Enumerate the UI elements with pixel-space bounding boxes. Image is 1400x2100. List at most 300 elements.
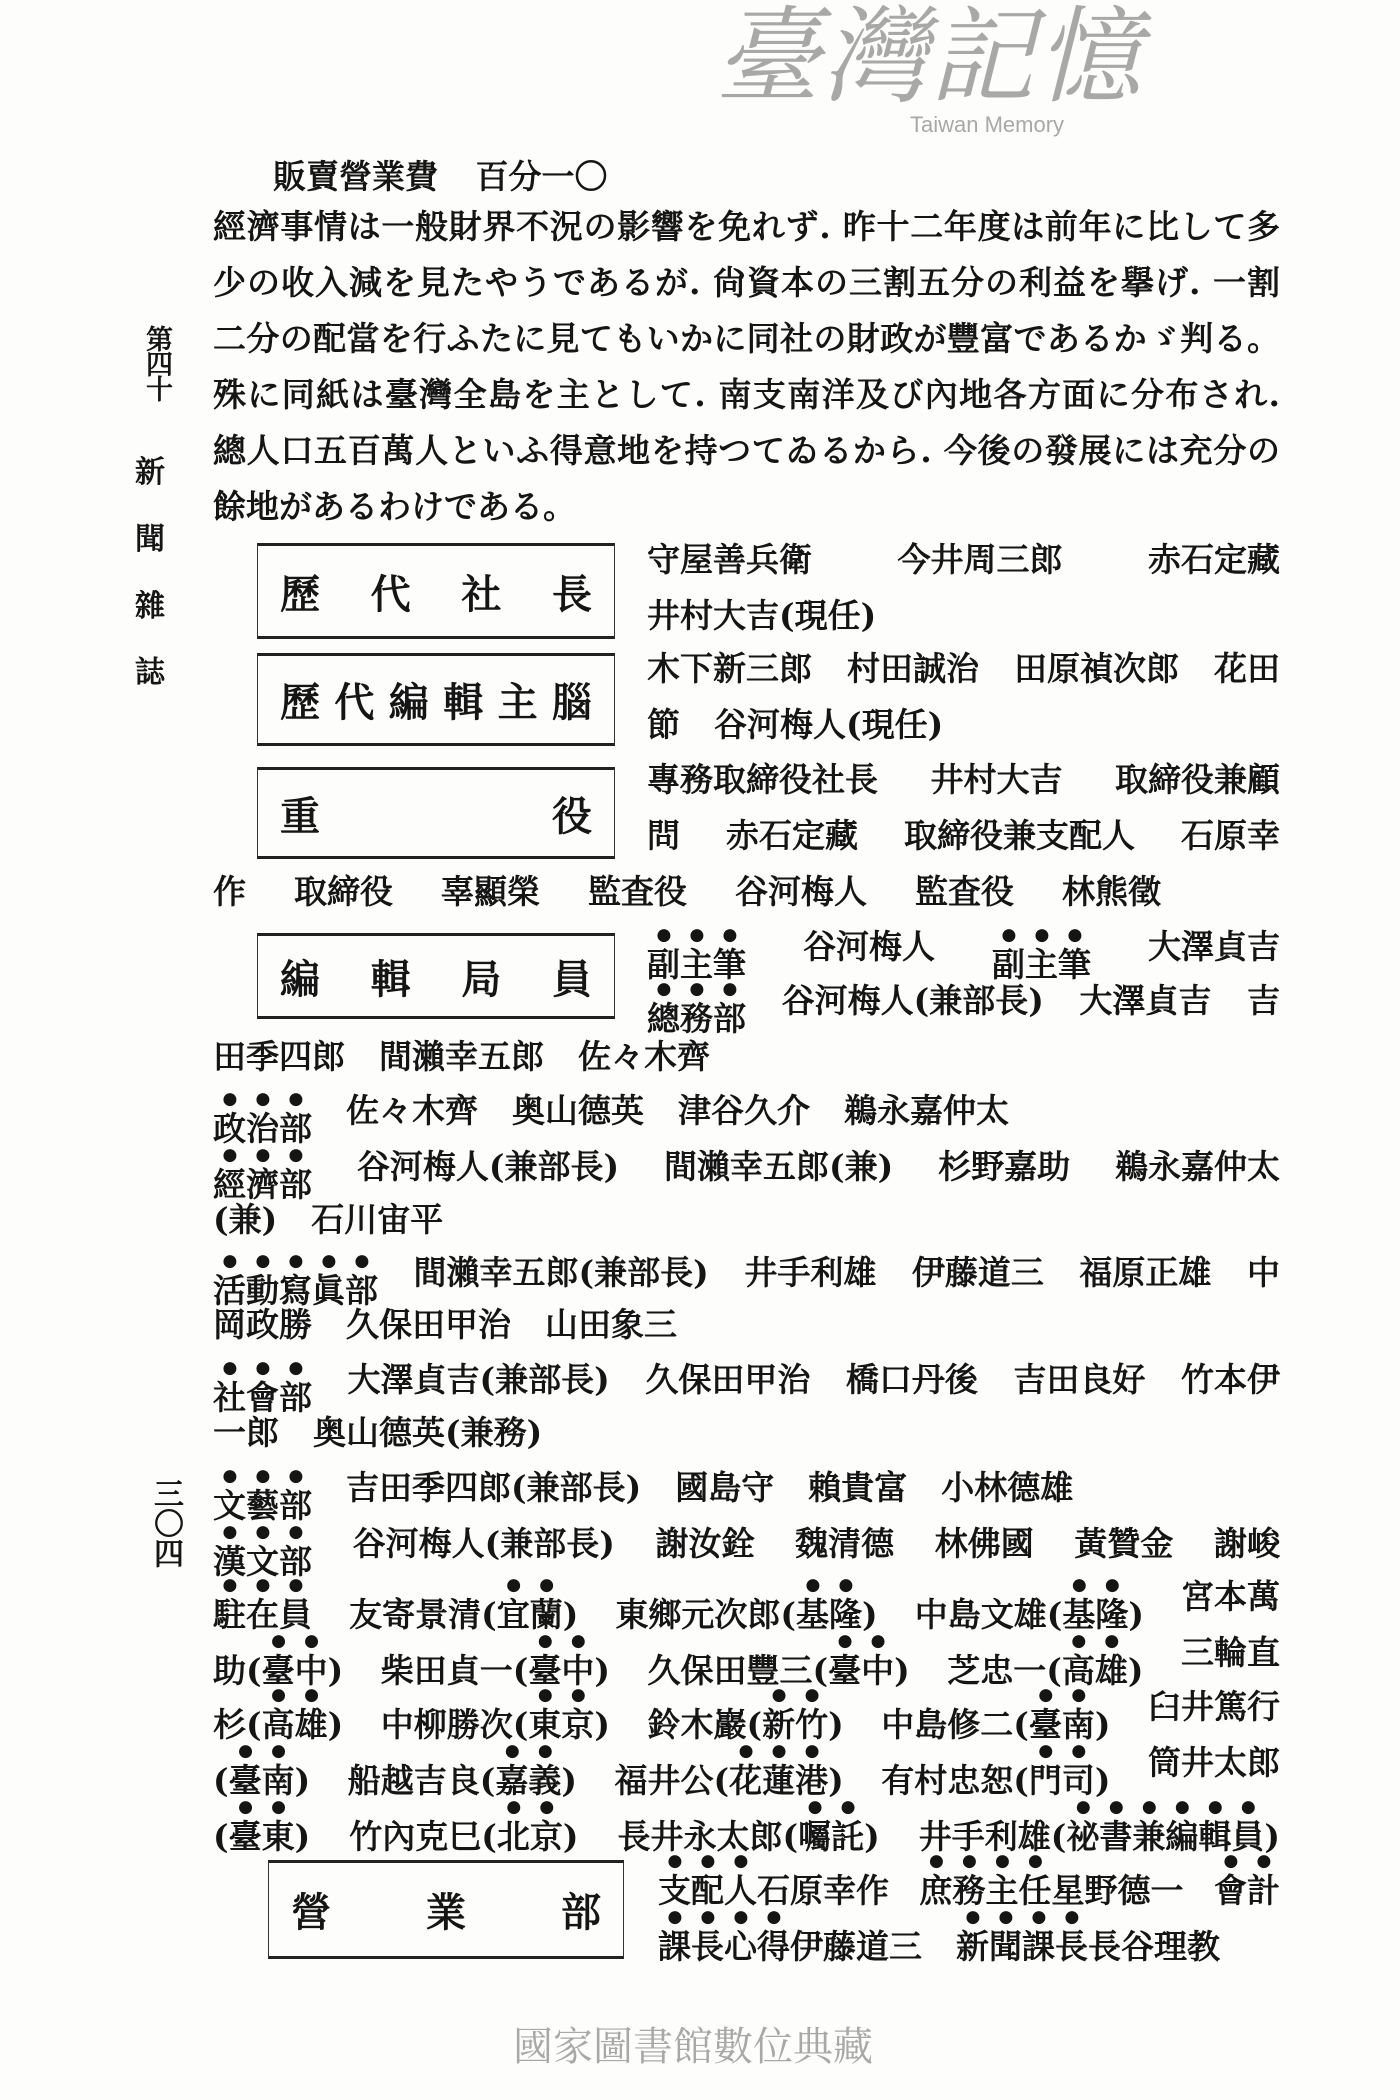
- name-entry: [735, 870, 867, 914]
- emphasized-text: 臺東: [228, 1817, 295, 1856]
- name-entry: [353, 1522, 615, 1566]
- emphasized-text: 經濟部: [213, 1165, 312, 1204]
- text-line: [213, 1145, 1280, 1204]
- emphasized-text: 臺中: [261, 1651, 328, 1690]
- emphasized-text: 高雄: [1061, 1651, 1128, 1690]
- name-entry: [380, 1685, 610, 1744]
- heading-value: 百分一〇: [475, 157, 608, 196]
- entry-text: ): [864, 1817, 880, 1856]
- emphasized-text: 駐在員: [213, 1595, 312, 1634]
- name-entry: [512, 1089, 644, 1133]
- entry-text: 船越吉良(: [347, 1761, 496, 1800]
- entry-text: 黃贊金: [1074, 1524, 1174, 1563]
- entry-text: 芝忠一(: [947, 1651, 1062, 1690]
- name-entry: [1148, 1741, 1280, 1785]
- text-line: [213, 1411, 542, 1455]
- name-entry: [213, 1089, 312, 1148]
- emphasized-text: 文藝部: [213, 1486, 312, 1525]
- entry-text: (: [213, 1817, 229, 1856]
- entry-text: (兼): [213, 1200, 278, 1239]
- entry-text: 大澤貞吉: [1079, 981, 1212, 1020]
- entry-text: 宮本萬: [1181, 1577, 1280, 1616]
- entry-text: 辜顯榮: [441, 872, 540, 911]
- emphasized-text: 漢文部: [213, 1542, 312, 1581]
- entry-text: (: [213, 1761, 229, 1800]
- name-entry: [846, 1358, 978, 1402]
- entry-text: 助(: [213, 1651, 262, 1690]
- entry-text: ): [562, 1595, 579, 1634]
- name-entry: [414, 1251, 709, 1295]
- entry-text: 伊藤道三: [790, 1927, 922, 1966]
- name-entry: [617, 1797, 880, 1856]
- issue-number: 第四十: [141, 325, 172, 400]
- entry-text: ): [828, 1705, 844, 1744]
- name-entry: [213, 1741, 311, 1800]
- entry-text: 謝汝銓: [655, 1524, 755, 1563]
- entry-text: 奥山德英: [512, 1091, 644, 1130]
- name-entry: [915, 870, 1014, 914]
- entry-text: ): [561, 1761, 577, 1800]
- text-line: [647, 703, 943, 747]
- name-entry: [956, 1907, 1220, 1966]
- heading-title: 販賣營業費: [273, 157, 438, 196]
- entry-text: ): [862, 1595, 878, 1634]
- entry-text: 長谷理教: [1088, 1927, 1220, 1966]
- text-line: [658, 1851, 1280, 1910]
- entry-text: 取締役: [294, 872, 393, 911]
- name-entry: [1181, 1358, 1280, 1402]
- name-entry: [1214, 647, 1280, 691]
- entry-text: ): [1127, 1651, 1144, 1690]
- emphasized-text: 嘉義: [495, 1761, 562, 1800]
- entry-text: 取締役兼顧: [1115, 760, 1280, 799]
- name-entry: [545, 1303, 677, 1347]
- text-line: [213, 1466, 1074, 1525]
- name-entry: [992, 925, 1091, 984]
- text-line: [647, 925, 1280, 984]
- entry-text: 福井公(: [614, 1761, 730, 1800]
- entry-text: 佐々木齊: [578, 1037, 710, 1076]
- name-entry: [675, 1466, 774, 1510]
- entry-text: 小林德雄: [941, 1468, 1074, 1507]
- entry-text: 問: [647, 816, 680, 855]
- entry-text: 谷河梅人(兼部長): [781, 981, 1044, 1020]
- name-entry: [647, 1631, 910, 1690]
- entry-text: 星野德一: [1051, 1871, 1184, 1910]
- entry-text: 山田象三: [545, 1305, 677, 1344]
- entry-text: 井村大吉(現任): [647, 596, 877, 635]
- name-entry: [647, 758, 878, 802]
- name-entry: [346, 1466, 641, 1510]
- entry-text: 井手利雄(: [918, 1817, 1067, 1856]
- entry-text: 田季四郎: [213, 1037, 345, 1076]
- name-entry: [782, 979, 1044, 1023]
- name-entry: [808, 1466, 907, 1510]
- paragraph-line: 經濟事情は一般財界不況の影響を免れず. 昨十二年度は前年に比して多: [213, 207, 1280, 246]
- entry-text: 橋口丹後: [845, 1360, 978, 1399]
- entry-text: 今井周三郎: [897, 540, 1063, 579]
- text-line: [213, 1797, 1280, 1856]
- name-entry: [1115, 1145, 1280, 1189]
- entry-text: 中: [1246, 1253, 1280, 1292]
- emphasized-text: 東京: [528, 1705, 595, 1744]
- entry-text: 竹內克巳(: [349, 1817, 497, 1856]
- section-label: 編輯局員: [280, 955, 592, 1003]
- emphasized-text: 宜蘭: [496, 1595, 563, 1634]
- name-entry: [213, 1575, 312, 1634]
- name-entry: [844, 1089, 1009, 1133]
- entry-text: 守屋善兵衛: [647, 540, 812, 579]
- emphasized-text: 政治部: [213, 1109, 312, 1148]
- emphasized-text: 臺中: [528, 1651, 595, 1690]
- entry-text: 谷河梅人: [803, 927, 935, 966]
- entry-text: 久保田豐三(: [647, 1651, 829, 1690]
- name-entry: [1148, 538, 1280, 582]
- name-entry: [647, 538, 812, 582]
- name-entry: [935, 1522, 1034, 1566]
- entry-text: 奥山德英(兼務): [313, 1413, 543, 1452]
- name-entry: [348, 1358, 610, 1402]
- entry-text: 村田誠治: [847, 649, 979, 688]
- name-entry: [726, 814, 858, 858]
- entry-text: 赤石定藏: [726, 816, 858, 855]
- name-entry: [213, 1303, 312, 1347]
- text-line: [647, 979, 1280, 1038]
- name-entry: [1062, 870, 1161, 914]
- name-entry: [1247, 1251, 1280, 1295]
- emphasized-text: 北京: [496, 1817, 563, 1856]
- entry-text: 石原幸: [1181, 816, 1280, 855]
- name-entry: [655, 1522, 754, 1566]
- entry-text: 花田: [1214, 649, 1280, 688]
- text-line: [213, 1631, 1280, 1690]
- name-entry: [213, 870, 246, 914]
- entry-text: 中柳勝次(: [380, 1705, 529, 1744]
- entry-text: 大澤貞吉: [1148, 927, 1280, 966]
- emphasized-text: 基隆: [1062, 1595, 1129, 1634]
- entry-text: 林熊徵: [1062, 872, 1161, 911]
- name-entry: [1214, 1851, 1280, 1910]
- text-line: [213, 1303, 677, 1347]
- text-line: [213, 1685, 1280, 1744]
- section-heading: [273, 151, 608, 198]
- entry-text: ): [294, 1817, 311, 1856]
- name-entry: [578, 1035, 710, 1079]
- name-entry: [1181, 1631, 1280, 1675]
- text-line: [213, 1035, 710, 1079]
- magazine-title-char: 聞: [135, 522, 165, 557]
- entry-text: 吉: [1246, 981, 1280, 1020]
- entry-text: 福原正雄: [1079, 1253, 1212, 1292]
- name-entry: [379, 1035, 544, 1079]
- emphasized-text: 高雄: [261, 1705, 328, 1744]
- entry-text: 臼井篤行: [1148, 1687, 1280, 1726]
- emphasized-text: 活動寫眞部: [213, 1271, 378, 1310]
- name-entry: [678, 1089, 810, 1133]
- emphasized-text: 副主筆: [992, 945, 1091, 984]
- name-entry: [744, 1251, 876, 1295]
- entry-text: 木下新三郎: [647, 649, 812, 688]
- name-entry: [380, 1631, 610, 1690]
- name-entry: [1079, 1251, 1211, 1295]
- entry-text: 長井永太郎(: [617, 1817, 799, 1856]
- watermark-logo: [715, 0, 1144, 137]
- name-entry: [1014, 647, 1179, 691]
- entry-text: 間瀨幸五郎(兼): [663, 1147, 894, 1186]
- name-entry: [904, 814, 1135, 858]
- name-entry: [346, 1089, 478, 1133]
- emphasized-text: 囑託: [798, 1817, 865, 1856]
- name-entry: [615, 1575, 878, 1634]
- paragraph-line: 殊に同紙は臺灣全島を主として. 南支南洋及び內地各方面に分布され.: [213, 375, 1280, 414]
- name-entry: [1148, 1685, 1280, 1729]
- entry-text: 東鄉元次郎(: [615, 1595, 796, 1634]
- entry-text: 鵜永嘉仲太: [844, 1091, 1009, 1130]
- emphasized-text: 社會部: [213, 1378, 312, 1417]
- section-label-box: [257, 933, 615, 1019]
- entry-text: ): [294, 1761, 311, 1800]
- paragraph-line: 少の收入減を見たやうであるが. 尙資本の三割五分の利益を擧げ. 一割: [213, 263, 1280, 302]
- emphasized-text: 副主筆: [647, 945, 746, 984]
- text-line: [213, 1522, 1280, 1581]
- entry-text: ): [327, 1705, 344, 1744]
- name-entry: [918, 1797, 1280, 1856]
- entry-text: 石原幸作: [757, 1871, 889, 1910]
- entry-text: ): [828, 1761, 844, 1800]
- page-number: 三〇四: [148, 1478, 183, 1568]
- entry-text: ): [1264, 1817, 1280, 1856]
- name-entry: [346, 1303, 511, 1347]
- text-line: [647, 538, 1280, 582]
- paragraph-line: 總人口五百萬人といふ得意地を持つてゐるから. 今後の發展には充分の: [213, 431, 1280, 470]
- name-entry: [1181, 1575, 1280, 1619]
- text-line: [647, 647, 1280, 691]
- magazine-title-char: 雜: [135, 589, 165, 624]
- name-entry: [213, 1035, 345, 1079]
- name-entry: [658, 1851, 889, 1910]
- entry-text: 伊藤道三: [911, 1253, 1044, 1292]
- name-entry: [664, 1145, 893, 1189]
- emphasized-text: 花蓮港: [729, 1761, 829, 1800]
- name-entry: [1115, 758, 1280, 802]
- entry-text: 谷河梅人(現任): [714, 705, 944, 744]
- name-entry: [213, 1198, 277, 1242]
- name-entry: [213, 1411, 279, 1455]
- entry-text: 國島守: [675, 1468, 775, 1507]
- entry-text: 筒井太郎: [1148, 1743, 1280, 1782]
- entry-text: 井村大吉: [930, 760, 1063, 799]
- entry-text: 作: [213, 872, 246, 911]
- section-label-box: [257, 767, 615, 859]
- entry-text: 友寄景清(: [349, 1595, 497, 1634]
- entry-text: 津谷久介: [678, 1091, 810, 1130]
- entry-text: 竹本伊: [1180, 1360, 1280, 1399]
- emphasized-text: 祕書兼編輯員: [1066, 1817, 1265, 1856]
- entry-text: 谷河梅人(兼部長): [356, 1147, 620, 1186]
- entry-text: 久保田甲治: [645, 1360, 811, 1399]
- entry-text: 岡政勝: [213, 1305, 312, 1344]
- entry-text: 三輪直: [1181, 1633, 1280, 1672]
- name-entry: [941, 1466, 1073, 1510]
- name-entry: [803, 925, 935, 969]
- name-entry: [213, 1631, 344, 1690]
- name-entry: [311, 1198, 443, 1242]
- entry-text: ): [1094, 1705, 1111, 1744]
- entry-text: 大澤貞吉(兼部長): [347, 1360, 610, 1399]
- name-entry: [795, 1522, 894, 1566]
- entry-text: ): [327, 1651, 344, 1690]
- name-entry: [647, 703, 680, 747]
- entry-text: 監査役: [588, 872, 687, 911]
- name-entry: [588, 870, 687, 914]
- text-line: [647, 814, 1280, 858]
- text-line: [213, 870, 1161, 914]
- section-label: 營業部: [291, 1889, 601, 1936]
- entry-text: 謝峻: [1213, 1524, 1280, 1563]
- entry-text: 谷河梅人: [735, 872, 867, 911]
- entry-text: ): [562, 1817, 579, 1856]
- name-entry: [349, 1575, 579, 1634]
- entry-text: 久保田甲治: [346, 1305, 511, 1344]
- name-entry: [1247, 979, 1280, 1023]
- emphasized-text: 會計: [1214, 1871, 1280, 1910]
- name-entry: [647, 647, 812, 691]
- name-entry: [898, 538, 1063, 582]
- entry-text: ): [1128, 1595, 1144, 1634]
- emphasized-text: 臺中: [828, 1651, 895, 1690]
- name-entry: [931, 758, 1063, 802]
- name-entry: [213, 1145, 312, 1204]
- entry-text: 吉田良好: [1013, 1360, 1146, 1399]
- emphasized-text: 臺南: [1028, 1705, 1095, 1744]
- name-entry: [1214, 1522, 1280, 1566]
- name-entry: [647, 979, 746, 1038]
- watermark-title: 臺灣記憶: [715, 0, 1144, 118]
- entry-text: 監査役: [915, 872, 1014, 911]
- entry-text: 賴貴富: [808, 1468, 908, 1507]
- entry-text: 鈴木巖(: [647, 1705, 763, 1744]
- name-entry: [614, 1741, 844, 1800]
- text-line: [213, 1358, 1280, 1417]
- text-line: [658, 1907, 1220, 1966]
- text-line: [213, 1251, 1280, 1310]
- entry-text: 間瀨幸五郎(兼部長): [413, 1253, 709, 1292]
- emphasized-text: 新竹: [762, 1705, 829, 1744]
- section-label-box: [257, 543, 615, 639]
- name-entry: [357, 1145, 619, 1189]
- text-line: [213, 1198, 443, 1242]
- name-entry: [294, 870, 393, 914]
- entry-text: 佐々木齊: [346, 1091, 478, 1130]
- watermark-subtitle: Taiwan Memory: [910, 112, 1065, 137]
- entry-text: 吉田季四郎(兼部長): [346, 1468, 642, 1507]
- entry-text: ): [1094, 1761, 1111, 1800]
- section-label: 歷代社長: [280, 570, 592, 618]
- entry-text: 杉野嘉助: [938, 1147, 1071, 1186]
- entry-text: 鵜永嘉仲太: [1114, 1147, 1280, 1186]
- entry-text: 石川宙平: [311, 1200, 444, 1239]
- emphasized-text: 基隆: [796, 1595, 862, 1634]
- entry-text: 有村忠恕(: [881, 1761, 1029, 1800]
- entry-text: 專務取締役社長: [647, 760, 878, 799]
- name-entry: [847, 647, 979, 691]
- section-label: 重役: [280, 792, 592, 840]
- section-label: 歷代編輯主腦: [280, 679, 592, 726]
- name-entry: [647, 814, 680, 858]
- entry-text: 杉(: [213, 1705, 262, 1744]
- name-entry: [313, 1411, 542, 1455]
- magazine-title-char: 誌: [135, 655, 165, 690]
- name-entry: [1074, 1522, 1173, 1566]
- footer-watermark: 國家圖書館數位典藏: [513, 2024, 873, 2070]
- entry-text: 赤石定藏: [1148, 540, 1280, 579]
- name-entry: [647, 1685, 844, 1744]
- name-entry: [213, 1797, 311, 1856]
- name-entry: [914, 1575, 1144, 1634]
- magazine-title-char: 新: [135, 455, 165, 490]
- emphasized-text: 總務部: [647, 999, 746, 1038]
- emphasized-text: 臺南: [228, 1761, 295, 1800]
- name-entry: [213, 1466, 312, 1525]
- name-entry: [912, 1251, 1044, 1295]
- text-line: [647, 594, 876, 638]
- name-entry: [1181, 814, 1280, 858]
- name-entry: [714, 703, 943, 747]
- text-line: [213, 1575, 1280, 1634]
- name-entry: [1013, 1358, 1145, 1402]
- entry-text: 柴田貞一(: [380, 1651, 529, 1690]
- name-entry: [658, 1907, 922, 1966]
- text-line: [647, 758, 1280, 802]
- entry-text: 魏清德: [795, 1524, 895, 1563]
- name-entry: [947, 1631, 1144, 1690]
- section-label-box: [257, 653, 615, 746]
- entry-text: ): [894, 1651, 910, 1690]
- name-entry: [349, 1797, 579, 1856]
- entry-text: ): [594, 1705, 610, 1744]
- entry-text: 節: [647, 705, 680, 744]
- emphasized-text: 門司: [1028, 1761, 1095, 1800]
- name-entry: [645, 1358, 810, 1402]
- name-entry: [881, 1741, 1111, 1800]
- entry-text: 取締役兼支配人: [904, 816, 1135, 855]
- entry-text: 田原禎次郎: [1014, 649, 1179, 688]
- paragraph-line: 餘地があるわけである。: [213, 487, 576, 526]
- text-line: [213, 1741, 1280, 1800]
- entry-text: 中島修二(: [881, 1705, 1029, 1744]
- name-entry: [213, 1522, 312, 1581]
- name-entry: [1079, 979, 1211, 1023]
- entry-text: 井手利雄: [744, 1253, 877, 1292]
- name-entry: [647, 594, 876, 638]
- emphasized-text: 新聞課長: [956, 1927, 1088, 1966]
- name-entry: [347, 1741, 577, 1800]
- text-line: [213, 1089, 1009, 1148]
- name-entry: [213, 1251, 378, 1310]
- section-label-box: [268, 1860, 624, 1959]
- name-entry: [1148, 925, 1280, 969]
- emphasized-text: 庶務主任: [919, 1871, 1052, 1910]
- name-entry: [938, 1145, 1070, 1189]
- entry-text: 間瀨幸五郎: [379, 1037, 544, 1076]
- entry-text: 一郎: [213, 1413, 279, 1452]
- entry-text: 中島文雄(: [914, 1595, 1063, 1634]
- paragraph-line: 二分の配當を行ふたに見てもいかに同社の財政が豐富であるかゞ判る。: [213, 319, 1280, 358]
- name-entry: [919, 1851, 1184, 1910]
- emphasized-text: 課長心得: [658, 1927, 790, 1966]
- name-entry: [647, 925, 746, 984]
- name-entry: [441, 870, 540, 914]
